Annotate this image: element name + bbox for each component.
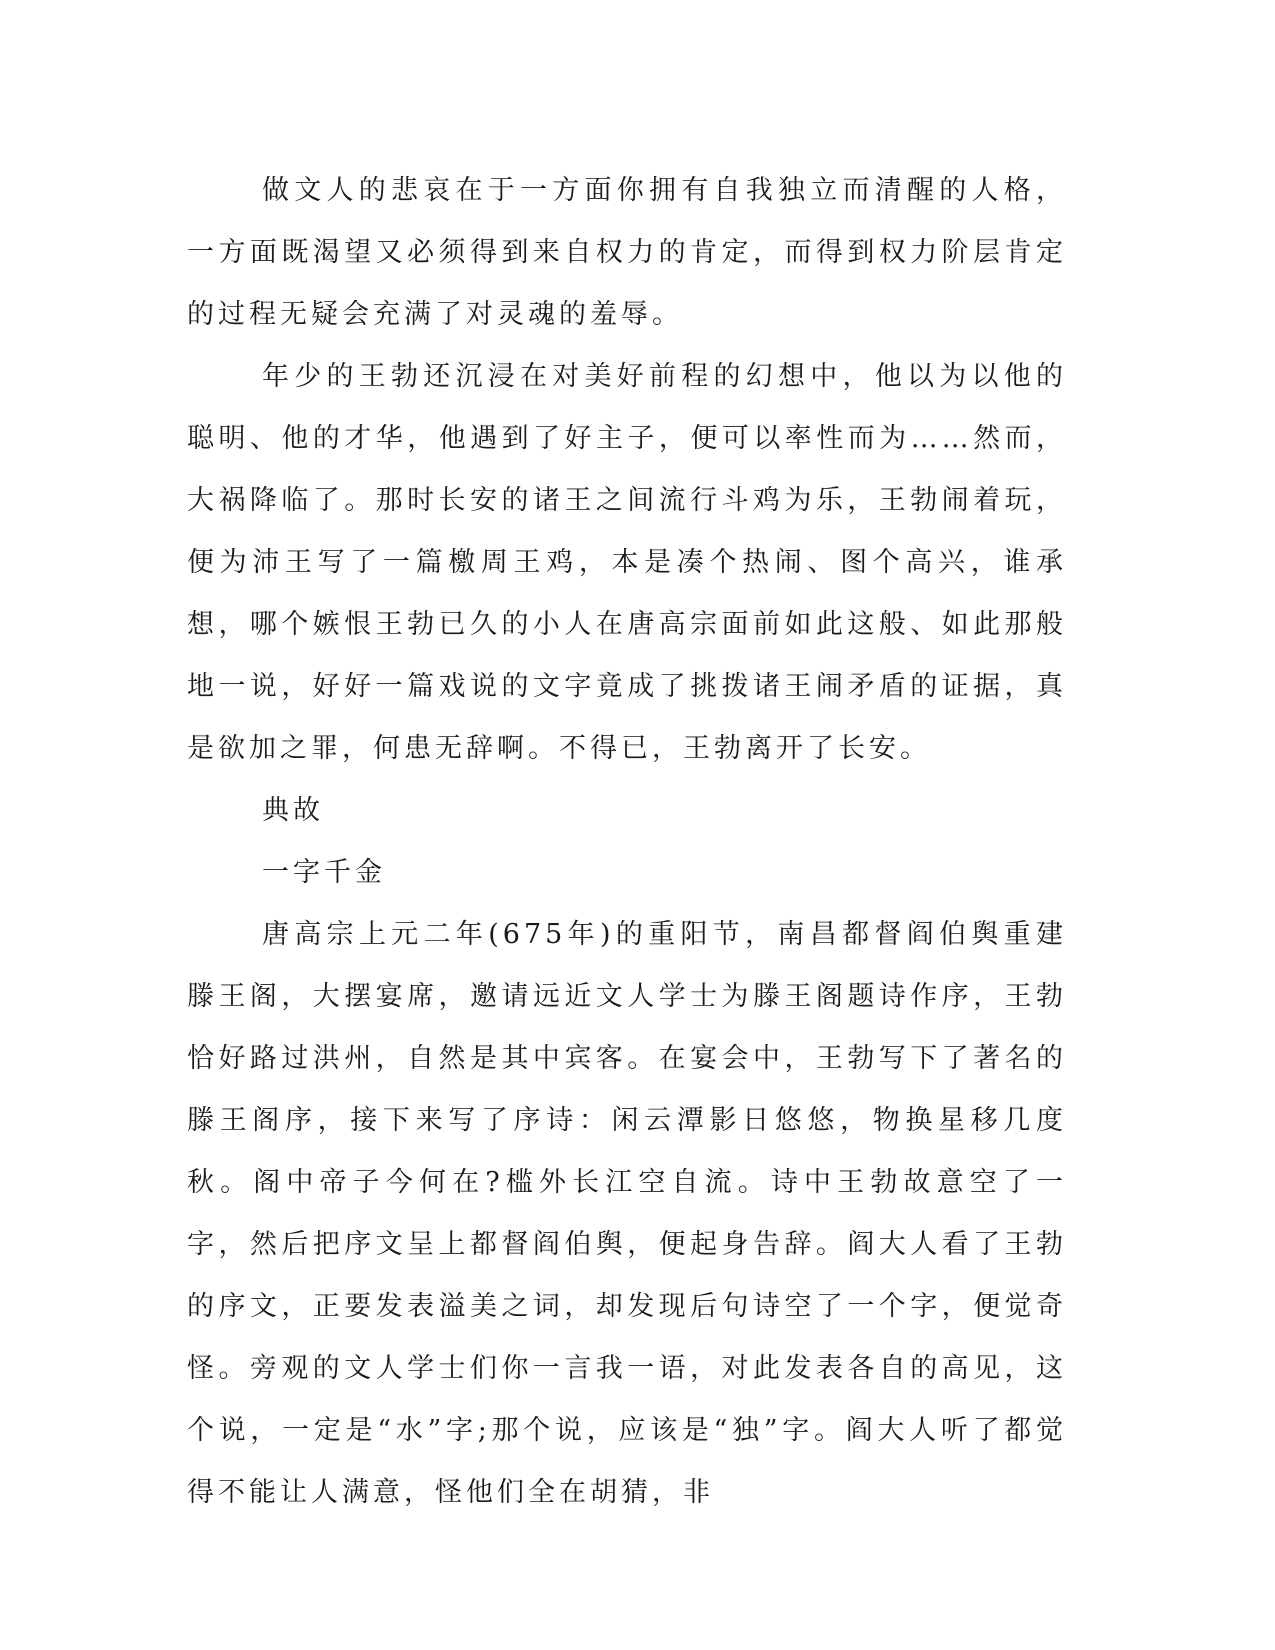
section-heading-allusion: 典故 xyxy=(262,795,324,826)
section-subheading-one-word-thousand-gold: 一字千金 xyxy=(262,857,386,888)
paragraph-wang-bo-leaves-changan: 年少的王勃还沉浸在对美好前程的幻想中，他以为以他的聪明、他的才华，他遇到了好主子，便可以率性而为……然而，大祸降临了。那时长安的诸王之间流行斗鸡为乐，王勃闹着玩，便为沛王写了一篇檄周王鸡，本是凑个热闹、图个高兴，谁承想，哪个嫉恨王勃已久的小人在唐高宗面前如此这般、如此那般地一说，好好一篇戏说的文字竟成了挑拨诸王闹矛盾的证据，真是欲加之罪，何患无辞啊。不得已，王勃离开了长安。 xyxy=(187,361,1067,764)
document-body xyxy=(187,160,1067,1524)
paragraph-tengwang-pavilion-story: 唐高宗上元二年(675年)的重阳节，南昌都督阎伯舆重建滕王阁，大摆宴席，邀请远近文人学士为滕王阁题诗作序，王勃恰好路过洪州，自然是其中宾客。在宴会中，王勃写下了著名的滕王阁序，接下来写了序诗：闲云潭影日悠悠，物换星移几度秋。阁中帝子今何在?槛外长江空自流。诗中王勃故意空了一字，然后把序文呈上都督阎伯舆，便起身告辞。阎大人看了王勃的序文，正要发表溢美之词，却发现后句诗空了一个字，便觉奇怪。旁观的文人学士们你一言我一语，对此发表各自的高见，这个说，一定是“水”字;那个说，应该是“独”字。阎大人听了都觉得不能让人满意，怪他们全在胡猜，非 xyxy=(187,919,1067,1508)
paragraph-literati-sorrow: 做文人的悲哀在于一方面你拥有自我独立而清醒的人格，一方面既渴望又必须得到来自权力的肯定，而得到权力阶层肯定的过程无疑会充满了对灵魂的羞辱。 xyxy=(187,175,1067,330)
